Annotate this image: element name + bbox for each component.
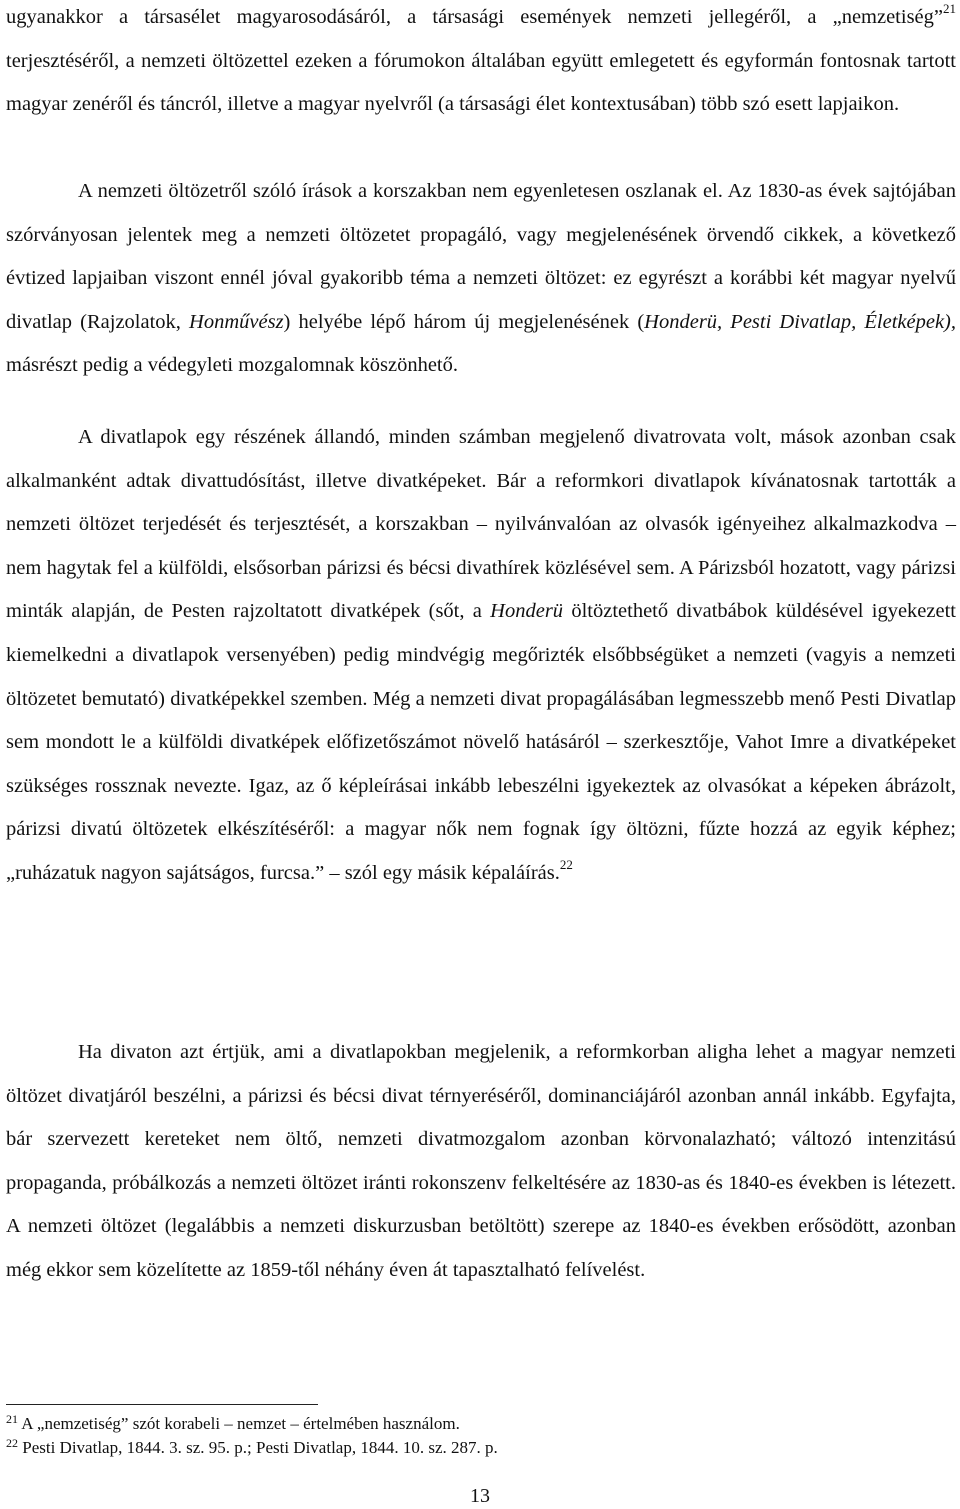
paragraph-3-text-a: A divatlapok egy részének állandó, minden számban megjelenő divatrovata volt, mások azonban csak alkalmanként adtak divattudósítást, illetve divatképeket. Bár a reformkori divatlapok kívánatosnak tartották a nemzeti öltözet terjedését és terjesztését, a korszakban – nyilvánvalóan az olvasók igényeihez alkalmazkodva – nem hagytak fel a külföldi, elsősorban párizsi és bécsi divathírek közlésével sem. A Párizsból hozatott, vagy párizsi minták alapján, de Pesten rajzoltatott divatképek (sőt, a xyxy=(6,426,956,623)
paragraph-2-text-b: ) helyébe lépő három új megjelenésének ( xyxy=(283,310,645,333)
paragraph-1-text-a: ugyanakkor a társasélet magyarosodásáról, a társasági események nemzeti jellegéről, a „nemzetiség” xyxy=(6,6,943,28)
footnote-22 xyxy=(6,1436,946,1460)
footnotes xyxy=(6,1412,946,1460)
paragraph-3-italic-a: Honderü xyxy=(490,600,564,623)
page-number: 13 xyxy=(470,1485,490,1507)
paragraph-2-text-c: másrészt pedig a védegyleti mozgalomnak köszönhető. xyxy=(6,354,459,377)
footnote-number: 21 xyxy=(6,1412,18,1426)
footnote-ref-21[interactable]: 21 xyxy=(943,1,956,16)
paragraph-3-text-b: öltöztethető divatbábok küldésével igyekezett kiemelkedni a divatlapok versenyében) pedig mindvégig megőrizték elsőbbségüket a nemzeti (vagyis a nemzeti öltözetet bemutató) divatképekkel szemben. Még a nemzeti divat propagálásában legmesszebb menő Pesti Divatlap sem mondott le a külföldi divatképek előfizetőszámot növelő hatásáról – szerkesztője, Vahot Imre a divatképeket szükséges rossznak nevezte. Igaz, az ő képleírásai inkább lebeszélni igyekeztek az olvasókat a képeken ábrázolt, párizsi divatú öltözetek elkészítéséről: a magyar nők nem fognak így öltözni, fűzte hozzá az egyik képhez; „ruházatuk nagyon sajátságos, furcsa.” – szól egy másik képaláírás. xyxy=(6,600,956,884)
paragraph-4-text: Ha divaton azt értjük, ami a divatlapokban megjelenik, a reformkorban aligha lehet a magyar nemzeti öltözet divatjáról beszélni, a párizsi és bécsi divat térnyeréséről, dominanciájáról azonban annál inkább. Egyfajta, bár szervezett kereteket nem öltő, nemzeti divatmozgalom azonban körvonalazható; változó intenzitású propaganda, próbálkozás a nemzeti öltözet iránti rokonszenv felkeltésére az 1830-as és 1840-es években is létezett. A nemzeti öltözet (legalábbis a nemzeti diskurzusban betöltött) szerepe az 1840-es években erősödött, azonban még ekkor sem közelítette az 1859-től néhány éven át tapasztalható felívelést. xyxy=(6,1041,956,1281)
footnote-21 xyxy=(6,1412,946,1436)
paragraph-3 xyxy=(6,416,956,896)
paragraph-2-text-a: A nemzeti öltözetről szóló írások a korszakban nem egyenletesen oszlanak el. Az 1830-as évek sajtójában szórványosan jelentek meg a nemzeti öltözetet propagáló, vagy megjelenésének örvendő cikkek, a következő évtized lapjaiban viszont ennél jóval gyakoribb téma a nemzeti öltözet: ez egyrészt a korábbi két magyar nyelvű divatlap (Rajzolatok, xyxy=(6,180,956,333)
paragraph-2-italic-b: Honderü, Pesti Divatlap, Életképek), xyxy=(644,310,956,333)
paragraph-2-italic-a: Honművész xyxy=(189,310,284,333)
footnote-text: A „nemzetiség” szót korabeli – nemzet – értelmében használom. xyxy=(18,1414,460,1433)
paragraph-2 xyxy=(6,170,956,388)
footnote-text: Pesti Divatlap, 1844. 3. sz. 95. p.; Pesti Divatlap, 1844. 10. sz. 287. p. xyxy=(18,1438,498,1457)
paragraph-4 xyxy=(6,1031,956,1293)
footnote-separator xyxy=(6,1404,318,1405)
paragraph-1 xyxy=(6,0,956,127)
paragraph-1-text-b: terjesztéséről, a nemzeti öltözettel ezeken a fórumokon általában együtt emlegetett és egyformán fontosnak tartott magyar zenéről és táncról, illetve a magyar nyelvről (a társasági élet kontextusában) több szó esett lapjaikon. xyxy=(6,49,956,116)
footnote-ref-22[interactable]: 22 xyxy=(559,856,573,872)
footnote-number: 22 xyxy=(6,1436,18,1450)
